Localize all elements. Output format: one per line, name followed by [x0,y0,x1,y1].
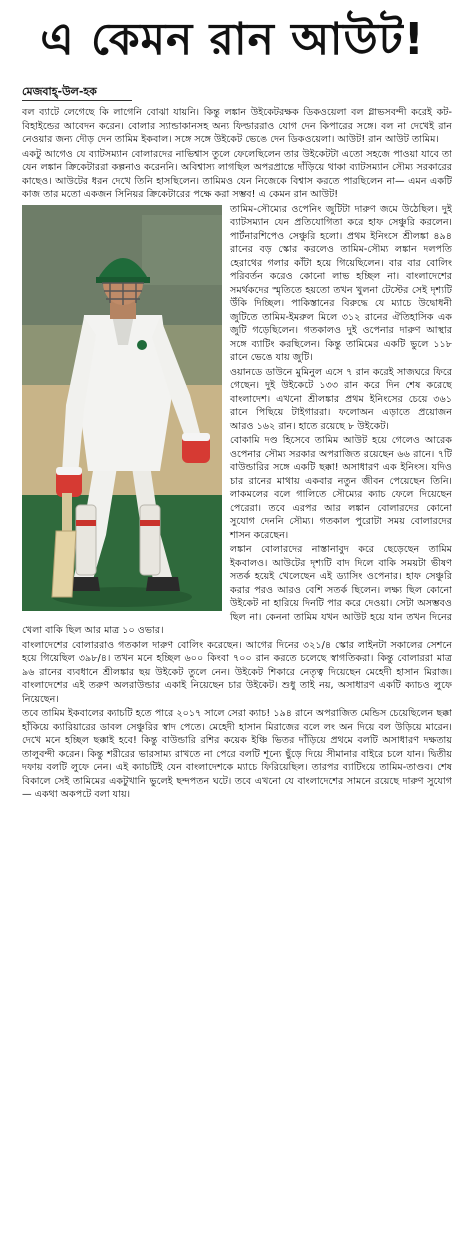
headline: এ কেমন রান আউট! [40,14,425,65]
paragraph-2: একটু আগেও যে ব্যাটসম্যান বোলারদের নাভিশ্বাস তুলে ফেলেছিলেন তার উইকেটটা এতো সহজে পাওয়া যাবে তা যেন লঙ্কান ক্রিকেটাররা কল্পনাও করেননি। অবিশ্বাস্য লাগছিল অপরপ্রান্তে দাঁড়িয়ে থাকা ব্যাটসম্যান সৌম্য সরকারের কাছেও। আউটের ধরন দেখে তিনি হাসছিলেন। তামিমও যেন নিজেকে বিশ্বাস করতে পারছিলেন না— এমন একটি কাজ তার মতো একজন সিনিয়র ক্রিকেটারের পক্ষে করা সম্ভব! এ কেমন রান আউট! [22,148,452,200]
paragraph-8: তবে তামিম ইকবালের ক্যাচটি হতে পারে ২০১৭ সালে সেরা ক্যাচ! ১৯৪ রানে অপরাজিত মেন্ডিস চেয়েছিলেন ছক্কা হাঁকিয়ে ক্যারিয়ারের ডাবল সেঞ্চুরির স্বাদ পেতে। মেহেদী হাসান মিরাজের বলে লং অন দিয়ে বল উড়িয়ে মারেন। দেখে মনে হচ্ছিল ছক্কাই হবে! কিন্তু বাউন্ডারি রশির কয়েক ইঞ্চি ভিতর দাঁড়িয়ে প্রথমে বলটি অসাধারণ দক্ষতায় তালুবন্দী করেন। কিন্তু শরীরের ভারসাম্য রাখতে না পেরে বলটি শূন্যে ছুঁড়ে দিয়ে সীমানার বাইরে চলে যান। দ্বিতীয় দফায় বলটি লুফে নেন। এই ক্যাচটিই যেন বাংলাদেশকে ম্যাচে ফিরিয়েছিল। তারপর ব্যাটিংয়ে তামিম-তাণ্ডব। শেষ বিকালে সেই তামিমের একটুখানি ভুলেই ছন্দপতন ঘটে। তবে এখনো যে বাংলাদেশের সামনে রয়েছে দারুণ সুযোগ— একথা অকপটে বলা যায়। [22,708,452,800]
article-body [22,106,452,1228]
paragraph-4: ওয়ানডে ডাউনে মুমিনুল এসে ৭ রান করেই সাজঘরে ফিরে গেছেন। দুই উইকেটে ১৩৩ রান করে দিন শেষ করেছে বাংলাদেশ। এখনো শ্রীলঙ্কার প্রথম ইনিংসের চেয়ে ৩৬১ রানে পিছিয়ে টাইগাররা। ফলোঅন এড়াতে প্রয়োজন আরও ১৬২ রান। হাতে রয়েছে ৮ উইকেট। [230,366,452,432]
paragraph-7: বাংলাদেশের বোলাররাও গতকাল দারুণ বোলিং করেছেন। আগের দিনের ৩২১/৪ স্কোর লাইনটা সকালের সেশনে হয়ে গিয়েছিল ৩৯৮/৪। তখন মনে হচ্ছিল ৬০০ কিংবা ৭০০ রান করতে চলেছে স্বাগতিকরা। কিন্তু বোলাররা মাত্র ৯৬ রানের ব্যবধানে শ্রীলঙ্কার ছয় উইকেট তুলে নেন। উইকেট শিকারে নেতৃত্ব দিয়েছেন মেহেদী হাসান মিরাজ। বাংলাদেশের এই তরুণ অলরাউন্ডার একাই নিয়েছেন চার উইকেট। শুধু তাই নয়, অসাধারণ একটি ক্যাচও লুফে নিয়েছেন। [22,639,452,705]
paragraph-3: তামিম-সৌম্যের ওপেনিং জুটিটা দারুণ জমে উঠেছিল। দুই ব্যাটসম্যান যেন প্রতিযোগিতা করে হাফ সেঞ্চুরি করলেন। পার্টনারশিপেও সেঞ্চুরি হলো। প্রথম ইনিংসে শ্রীলঙ্কা ৪৯৪ রানের বড় স্কোর করলেও তামিম-সৌম্য লঙ্কান দলপতি হেরাথের গলার কাঁটা হয়ে গিয়েছিলেন। বার বার বোলিং পরিবর্তন করেও কোনো লাভ হচ্ছিল না। বাংলাদেশের সমর্থকদের স্মৃতিতে হয়তো তখন খুলনা টেস্টের সেই দৃশ্যটি উঁকি দিচ্ছিল। পাকিস্তানের বিরুদ্ধে যে ম্যাচে উদ্বোধনী জুটিতে তামিম-ইমরুল মিলে ৩১২ রানের ঐতিহাসিক এক জুটি গড়েছিলেন। গতকালও দুই ওপেনার দারুণ আস্থার সঙ্গে ব্যাটিং করছিলেন। কিন্তু তামিমের একটি ভুলে ১১৮ রানে ভেঙে যায় জুটি। [230,203,452,363]
paragraph-1: বল ব্যাটে লেগেছে কি লাগেনি বোঝা যায়নি। কিন্তু লঙ্কান উইকেটরক্ষক ডিকওয়েলা বল গ্লাভসবন্দী করেই কট-বিহাইন্ডের আবেদন করেন। বোলার স্যান্ডাকানসহ অন্য ফিল্ডাররাও যোগ দেন কিপারের সঙ্গে। বল না দেখেই রান নেওয়ার জন্য দৌড় দেন তামিম ইকবাল। সঙ্গে সঙ্গে উইকেট ভেঙে দেন ডিকওয়েলা। আউট! রান আউট তামিম। [22,107,452,145]
cricketer-photo [22,205,222,611]
paragraph-5: বোকামি দণ্ড হিসেবে তামিম আউট হয়ে গেলেও আরেক ওপেনার সৌম্য সরকার অপরাজিত রয়েছেন ৬৬ রানে। ৭টি বাউন্ডারির সঙ্গে একটি ছক্কা! অসাধারণ এক ইনিংস। যদিও চার রানের মাথায় একবার নতুন জীবন পেয়েছেন তিনি। লাকমলের বলে গালিতে সৌম্যের ক্যাচ ফেলে দিয়েছেন পেরেরা। তবে এরপর আর লঙ্কান বোলারদের কোনো সুযোগ দেননি সৌম্য। গতকাল পুরোটা সময় বোলারদের শাসন করেছেন। [230,435,452,541]
cricketer-illustration [22,205,222,611]
paragraph-6: লঙ্কান বোলারদের নাস্তানাবুদ করে ছেড়েছেন তামিম ইকবালও। আউটের দৃশ্যটি বাদ দিলে বাকি সময়টা ভীষণ সতর্ক হয়েই খেলেছেন এই ড্যাসিং ওপেনার। হাফ সেঞ্চুরি করার পরও আরও বেশি সতর্ক ছিলেন। লক্ষ্য ছিল কোনো উইকেট না হারিয়ে দিনটি পার করে দেওয়া। সেটা অসম্ভবও ছিল না। কেননা তামিম যখন আউট হয়ে যান তখন দিনের খেলা বাকি ছিল আর মাত্র ১০ ওভার। [22,544,452,636]
byline-underline [22,100,132,101]
byline: মেজবাহ্-উল-হক [22,85,97,98]
